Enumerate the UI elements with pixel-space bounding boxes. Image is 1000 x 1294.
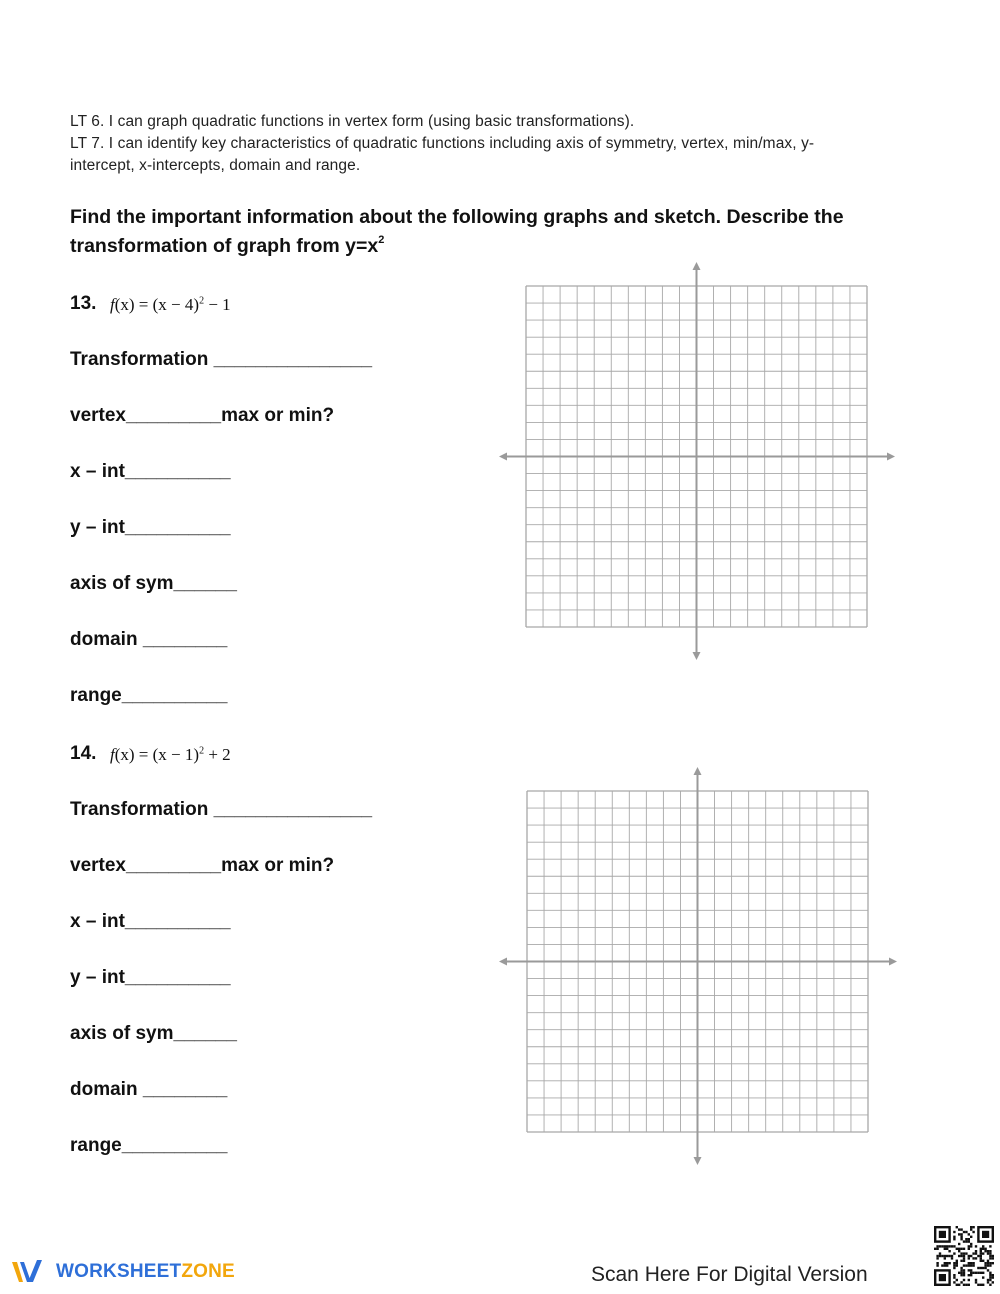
axes xyxy=(499,767,897,1165)
learning-target-7: LT 7. I can identify key characteristics of quadratic functions including axis of symmetry, vertex, min/max, y- xyxy=(70,135,815,152)
axes xyxy=(499,262,895,660)
problem-13-x-int: x – int__________ xyxy=(70,461,231,482)
problem-14-coordinate-grid[interactable] xyxy=(497,765,899,1167)
y-axis-top-arrow xyxy=(694,767,702,775)
x-axis-left-arrow xyxy=(499,958,507,966)
problem-14-range: range__________ xyxy=(70,1135,228,1156)
problem-13-number: 13. xyxy=(70,293,97,314)
problem-13-axis-of-sym: axis of sym______ xyxy=(70,573,237,594)
problem-14-x-int: x – int__________ xyxy=(70,911,231,932)
y-axis-top-arrow xyxy=(693,262,701,270)
problem-13-domain: domain ________ xyxy=(70,629,228,650)
problem-13-vertex: vertex_________max or min? xyxy=(70,405,335,426)
problem-14-y-int: y – int__________ xyxy=(70,967,231,988)
learning-target-7-cont: intercept, x-intercepts, domain and range. xyxy=(70,157,361,174)
worksheetzone-logo-icon xyxy=(10,1258,48,1286)
problem-13-range: range__________ xyxy=(70,685,228,706)
scan-here-text: Scan Here For Digital Version xyxy=(591,1263,868,1286)
learning-target-6: LT 6. I can graph quadratic functions in vertex form (using basic transformations). xyxy=(70,113,635,130)
x-axis-right-arrow xyxy=(889,958,897,966)
y-axis-bottom-arrow xyxy=(693,652,701,660)
problem-14-transformation: Transformation _______________ xyxy=(70,799,373,820)
problem-14-axis-of-sym: axis of sym______ xyxy=(70,1023,237,1044)
problem-13-transformation: Transformation _______________ xyxy=(70,349,373,370)
worksheetzone-logo-text: WORKSHEETZONE xyxy=(56,1261,235,1282)
y-axis-bottom-arrow xyxy=(694,1157,702,1165)
x-axis-left-arrow xyxy=(499,453,507,461)
instructions-line-2: transformation of graph from $y=x^2$ xyxy=(70,233,385,257)
qr-code-icon[interactable] xyxy=(934,1226,994,1286)
x-axis-right-arrow xyxy=(887,453,895,461)
worksheetzone-logo xyxy=(10,1258,235,1286)
problem-14-number: 14. xyxy=(70,743,97,764)
problem-14-vertex: vertex_________max or min? xyxy=(70,855,335,876)
problem-14-domain: domain ________ xyxy=(70,1079,228,1100)
instructions-line-1: Find the important information about the following graphs and sketch. Describe the xyxy=(70,206,844,228)
problem-13-function: $f(x) = (x - 4)^2 - 1$ xyxy=(110,295,231,314)
problem-14-function: $f(x) = (x - 1)^2 + 2$ xyxy=(110,745,231,764)
problem-13-coordinate-grid[interactable] xyxy=(497,260,897,662)
problem-13-y-int: y – int__________ xyxy=(70,517,231,538)
